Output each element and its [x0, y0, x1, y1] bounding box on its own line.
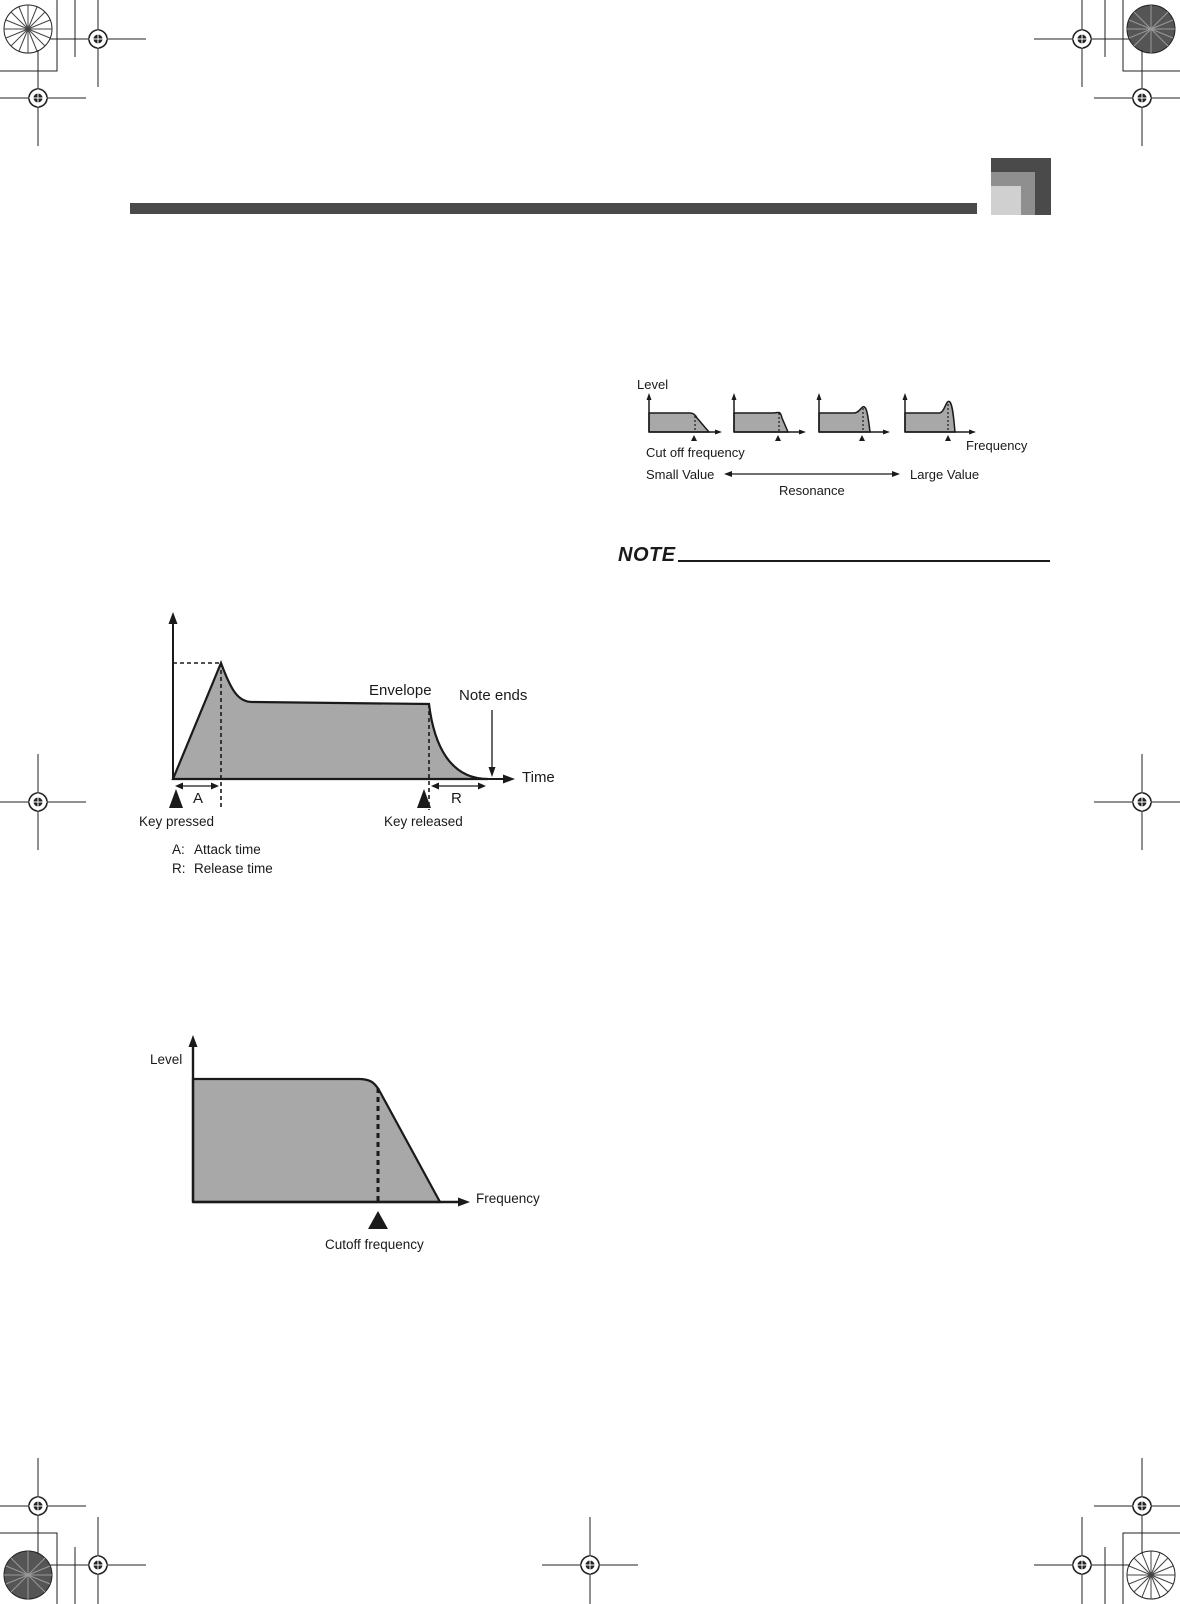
resonance-panel-3-x-arrow [883, 430, 890, 435]
resonance-panel-2-marker-icon [775, 435, 781, 441]
legend-key: R: [172, 861, 186, 876]
resonance-panel-2-shape [734, 412, 788, 432]
release-marker-label: R [451, 790, 462, 807]
small-value-label: Small Value [646, 467, 715, 482]
resonance-scale-right-arrow [892, 471, 900, 477]
resonance-panel-4-marker-icon [945, 435, 951, 441]
note-section [618, 542, 1050, 572]
note-ends-label: Note ends [459, 687, 528, 704]
key-pressed-label: Key pressed [139, 814, 215, 829]
resonance-panel-1-marker-icon [691, 435, 697, 441]
note-heading: NOTE [618, 544, 676, 566]
resonance-panel-4-y-arrow [903, 393, 908, 400]
resonance-panel-4-x-arrow [969, 430, 976, 435]
resonance-panel-2-x-arrow [799, 430, 806, 435]
legend-text: Attack time [194, 842, 261, 857]
resonance-panel-1-x-arrow [715, 430, 722, 435]
legend-text: Release time [194, 861, 273, 876]
note-rule [678, 560, 1050, 562]
attack-marker-label: A [193, 790, 204, 807]
resonance-panel-1-y-arrow [647, 393, 652, 400]
resonance-panel-3-y-arrow [817, 393, 822, 400]
cutoff-level-label: Level [150, 1052, 183, 1067]
large-value-label: Large Value [910, 467, 980, 482]
time-axis-label: Time [522, 769, 555, 786]
key-released-label: Key released [384, 814, 463, 829]
cutoff-frequency-label: Frequency [476, 1191, 540, 1206]
envelope-label: Envelope [369, 682, 432, 699]
resonance-panel-3-shape [819, 407, 870, 432]
resonance-panel-2-y-arrow [732, 393, 737, 400]
resonance-panel-1-shape [649, 413, 709, 432]
resonance-label: Resonance [779, 483, 845, 498]
legend-key: A: [172, 842, 185, 857]
resonance-frequency-label: Frequency [966, 438, 1028, 453]
resonance-cutoff-label: Cut off frequency [646, 445, 745, 460]
cutoff-frequency-caption: Cutoff frequency [325, 1237, 424, 1252]
resonance-scale-left-arrow [724, 471, 732, 477]
resonance-panel-3-marker-icon [859, 435, 865, 441]
resonance-level-label: Level [637, 377, 669, 392]
